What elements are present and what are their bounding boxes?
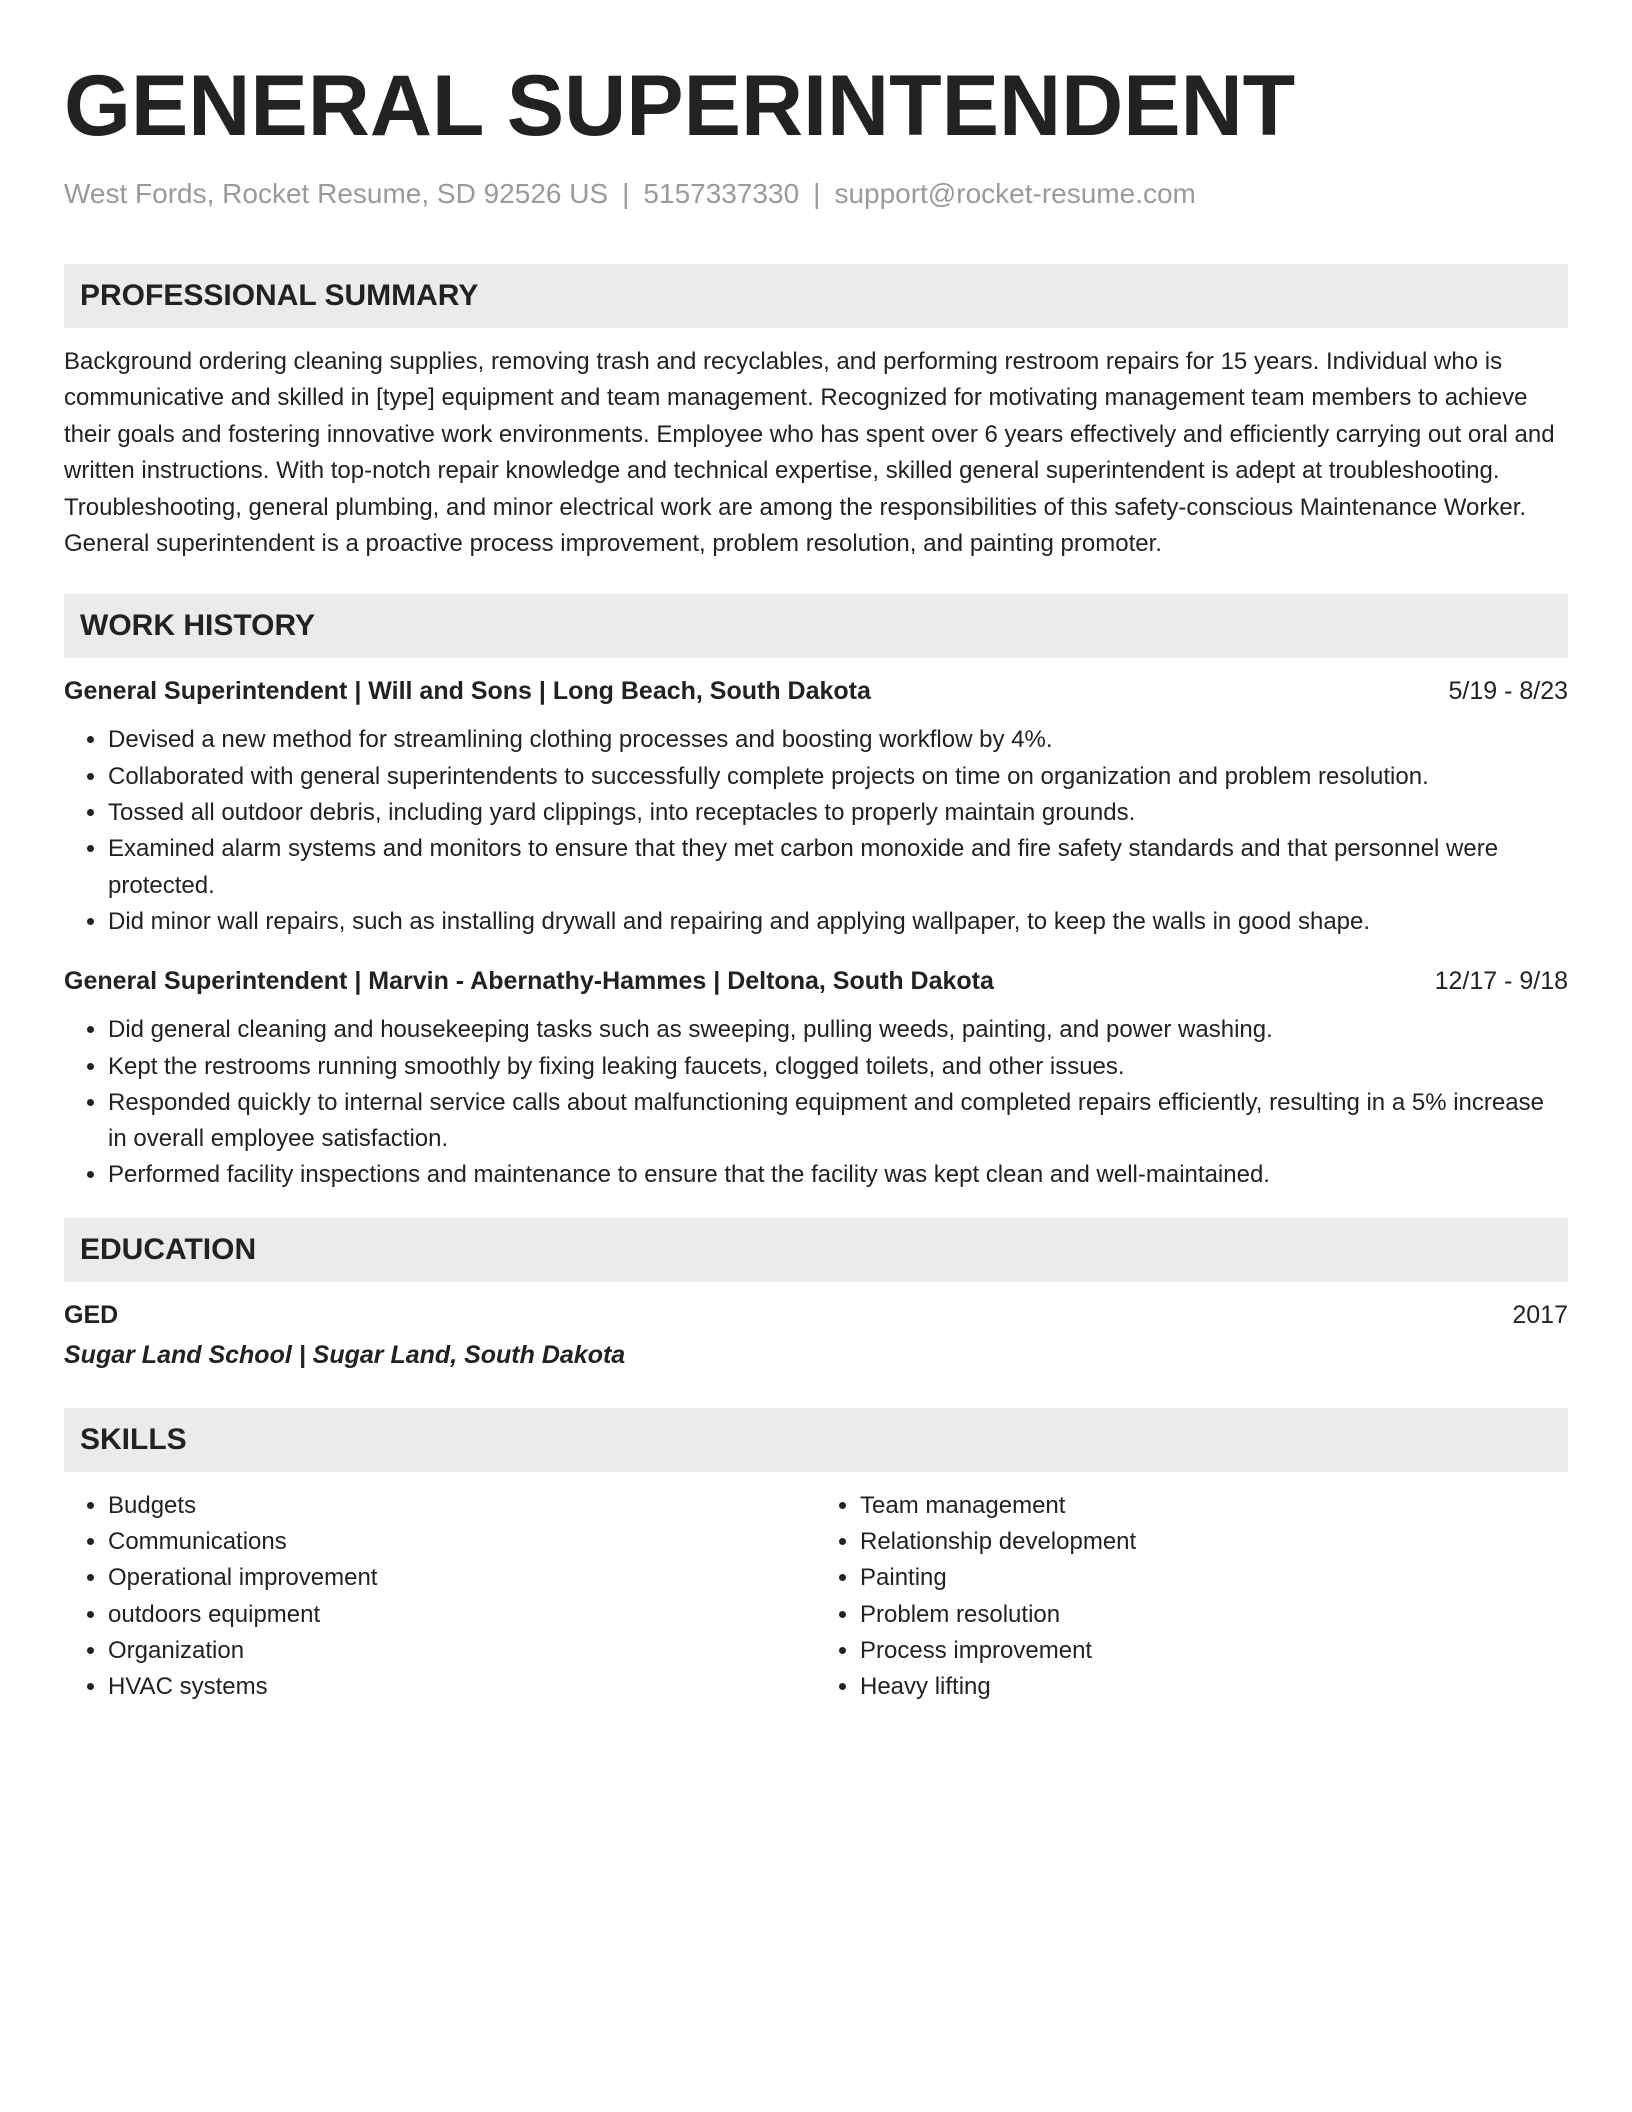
skill-item: • Problem resolution bbox=[860, 1597, 1568, 1633]
job-dates: 5/19 - 8/23 bbox=[1448, 677, 1568, 706]
job-bullets bbox=[64, 722, 1568, 940]
job-bullet: • Devised a new method for streamlining clothing processes and boosting workflow by 4%. bbox=[108, 722, 1568, 758]
job-bullet: • Collaborated with general superintendents to successfully complete projects on time on organization and problem resolution. bbox=[108, 759, 1568, 795]
skill-item: • Relationship development bbox=[860, 1524, 1568, 1560]
skill-item: • HVAC systems bbox=[108, 1669, 816, 1705]
job-header bbox=[64, 674, 1568, 708]
skill-item: • outdoors equipment bbox=[108, 1597, 816, 1633]
skill-item: • Team management bbox=[860, 1488, 1568, 1524]
section-heading-skills: SKILLS bbox=[64, 1408, 1568, 1472]
job-bullet: • Did general cleaning and housekeeping tasks such as sweeping, pulling weeds, painting, and power washing. bbox=[108, 1012, 1568, 1048]
summary-text: Background ordering cleaning supplies, removing trash and recyclables, and performing restroom repairs for 15 years. Individual who is communicative and skilled in [type] equipment and team management. Recognized for motivating management team members to achieve their goals and fostering innovative work environments. Employee who has spent over 6 years effectively and efficiently carrying out oral and written instructions. With top-notch repair knowledge and technical expertise, skilled general superintendent is adept at troubleshooting. Troubleshooting, general plumbing, and minor electrical work are among the responsibilities of this safety-conscious Maintenance Worker. General superintendent is a proactive process improvement, problem resolution, and painting promoter. bbox=[64, 348, 1555, 558]
skill-item: • Organization bbox=[108, 1633, 816, 1669]
job-bullet: • Examined alarm systems and monitors to ensure that they met carbon monoxide and fire safety standards and that personnel were protected. bbox=[108, 831, 1568, 904]
job-bullets bbox=[64, 1012, 1568, 1193]
skills-column-left bbox=[64, 1488, 816, 1706]
skill-item: • Communications bbox=[108, 1524, 816, 1560]
section-heading-work-history: WORK HISTORY bbox=[64, 594, 1568, 658]
job-title: General Superintendent | Will and Sons | Long Beach, South Dakota bbox=[64, 677, 871, 706]
skill-item: • Painting bbox=[860, 1560, 1568, 1596]
contact-line bbox=[64, 176, 1568, 212]
contact-phone: 5157337330 bbox=[643, 178, 800, 209]
job-title: General Superintendent | Marvin - Abernathy-Hammes | Deltona, South Dakota bbox=[64, 967, 994, 996]
job-dates: 12/17 - 9/18 bbox=[1434, 967, 1568, 996]
skills-column-right bbox=[816, 1488, 1568, 1706]
contact-separator: | bbox=[622, 178, 630, 209]
section-heading-summary: PROFESSIONAL SUMMARY bbox=[64, 264, 1568, 328]
education-school: Sugar Land School | Sugar Land, South Dakota bbox=[64, 1340, 626, 1369]
skills-grid bbox=[64, 1488, 1568, 1706]
job-bullet: • Tossed all outdoor debris, including yard clippings, into receptacles to properly maintain grounds. bbox=[108, 795, 1568, 831]
education-degree: GED bbox=[64, 1300, 119, 1329]
section-heading-education: EDUCATION bbox=[64, 1218, 1568, 1282]
skill-item: • Operational improvement bbox=[108, 1560, 816, 1596]
resume-name: GENERAL SUPERINTENDENT bbox=[64, 58, 1296, 154]
education-year: 2017 bbox=[1512, 1300, 1568, 1329]
job-header bbox=[64, 964, 1568, 998]
contact-address: West Fords, Rocket Resume, SD 92526 US bbox=[64, 178, 609, 209]
contact-email: support@rocket-resume.com bbox=[834, 178, 1196, 209]
job-bullet: • Performed facility inspections and maintenance to ensure that the facility was kept clean and well-maintained. bbox=[108, 1157, 1568, 1193]
job-bullet: • Did minor wall repairs, such as installing drywall and repairing and applying wallpaper, to keep the walls in good shape. bbox=[108, 904, 1568, 940]
skill-item: • Heavy lifting bbox=[860, 1669, 1568, 1705]
skill-item: • Budgets bbox=[108, 1488, 816, 1524]
contact-separator: | bbox=[813, 178, 821, 209]
skill-item: • Process improvement bbox=[860, 1633, 1568, 1669]
job-bullet: • Kept the restrooms running smoothly by fixing leaking faucets, clogged toilets, and other issues. bbox=[108, 1049, 1568, 1085]
education-header bbox=[64, 1298, 1568, 1332]
job-bullet: • Responded quickly to internal service calls about malfunctioning equipment and completed repairs efficiently, resulting in a 5% increase in overall employee satisfaction. bbox=[108, 1085, 1568, 1158]
